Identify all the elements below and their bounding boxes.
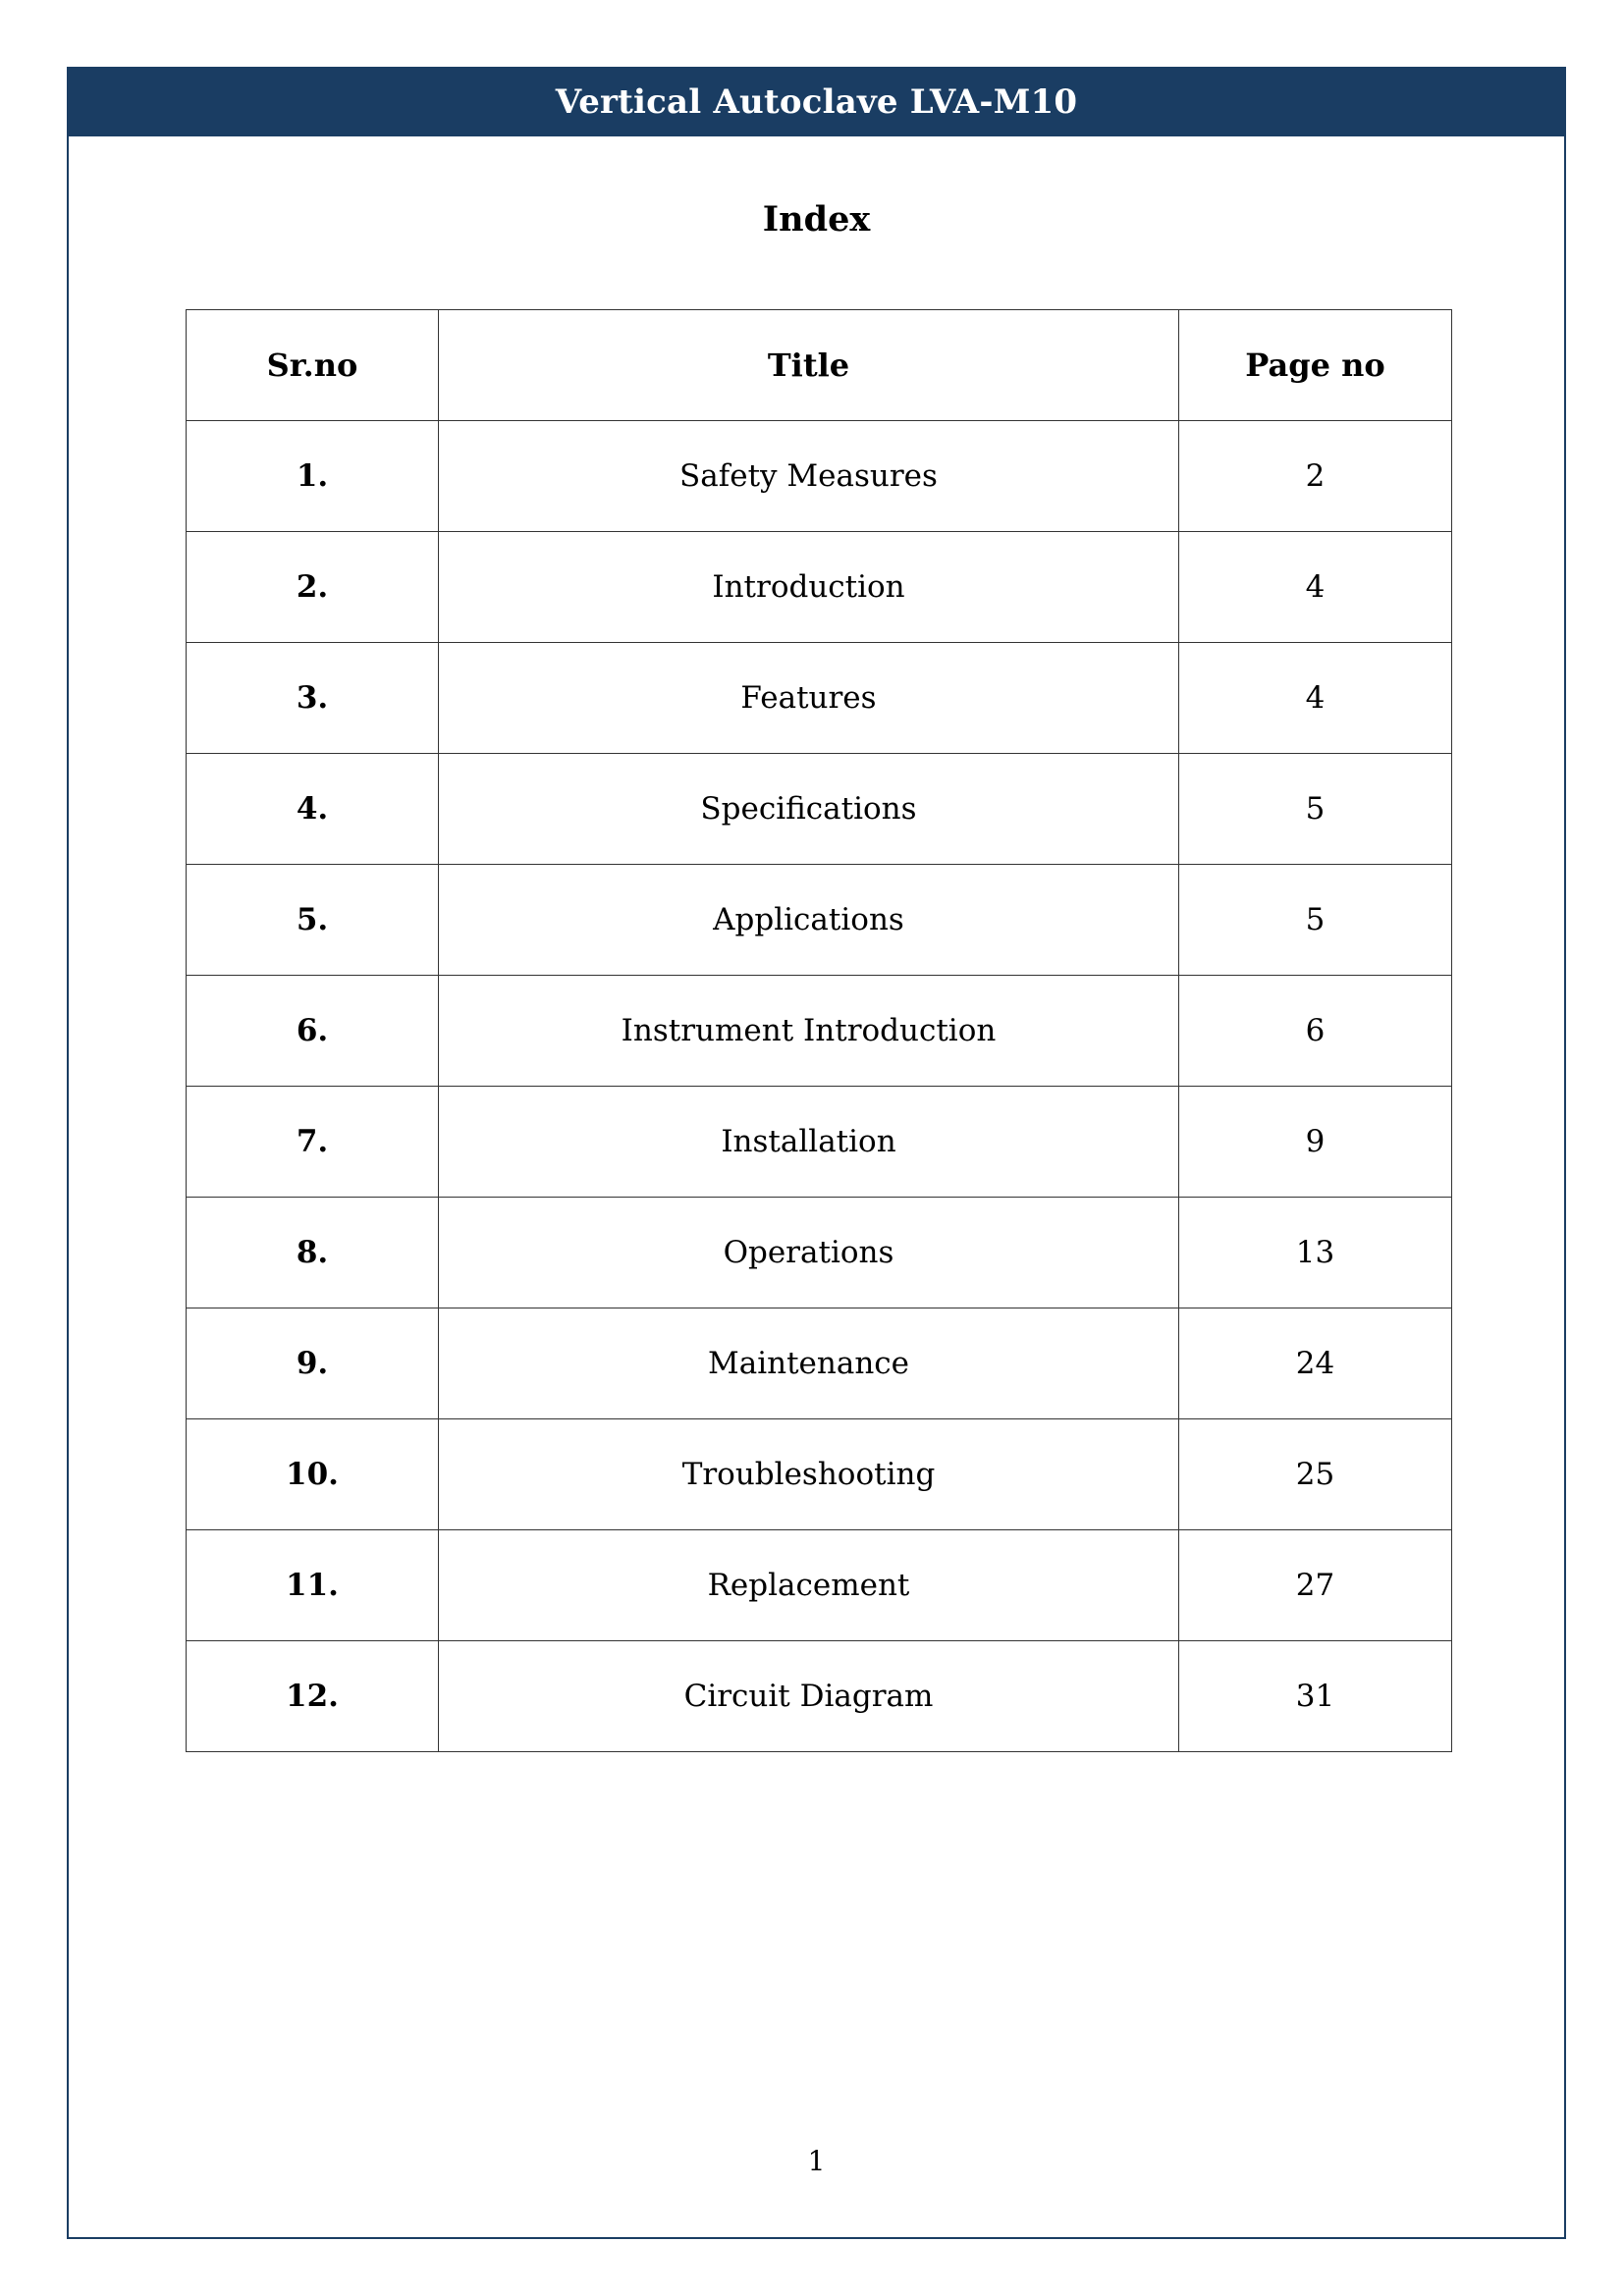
row-page-no: 13 (1179, 1198, 1452, 1308)
row-sr-no: 7. (187, 1087, 439, 1198)
row-title: Operations (439, 1198, 1179, 1308)
row-title: Troubleshooting (439, 1419, 1179, 1530)
column-header-title: Title (439, 310, 1179, 421)
row-page-no: 25 (1179, 1419, 1452, 1530)
row-title: Maintenance (439, 1308, 1179, 1419)
row-sr-no: 9. (187, 1308, 439, 1419)
row-page-no: 4 (1179, 532, 1452, 643)
row-sr-no: 8. (187, 1198, 439, 1308)
row-page-no: 5 (1179, 865, 1452, 976)
table-row (187, 1308, 1452, 1419)
index-table (186, 309, 1452, 1752)
column-header-page-no: Page no (1179, 310, 1452, 421)
row-page-no: 2 (1179, 421, 1452, 532)
row-sr-no: 10. (187, 1419, 439, 1530)
table-row (187, 865, 1452, 976)
table-header-row (187, 310, 1452, 421)
table-row (187, 532, 1452, 643)
row-title: Features (439, 643, 1179, 754)
page-frame (67, 67, 1566, 2239)
table-row (187, 976, 1452, 1087)
table-row (187, 1198, 1452, 1308)
table-row (187, 754, 1452, 865)
row-title: Replacement (439, 1530, 1179, 1641)
row-sr-no: 12. (187, 1641, 439, 1752)
row-title: Introduction (439, 532, 1179, 643)
table-row (187, 1419, 1452, 1530)
table-row (187, 643, 1452, 754)
row-sr-no: 5. (187, 865, 439, 976)
row-page-no: 6 (1179, 976, 1452, 1087)
table-row (187, 1641, 1452, 1752)
table-row (187, 421, 1452, 532)
row-title: Instrument Introduction (439, 976, 1179, 1087)
row-title: Installation (439, 1087, 1179, 1198)
table-row (187, 1087, 1452, 1198)
row-title: Safety Measures (439, 421, 1179, 532)
row-title: Applications (439, 865, 1179, 976)
row-page-no: 4 (1179, 643, 1452, 754)
row-sr-no: 11. (187, 1530, 439, 1641)
row-sr-no: 6. (187, 976, 439, 1087)
row-page-no: 5 (1179, 754, 1452, 865)
row-page-no: 27 (1179, 1530, 1452, 1641)
row-sr-no: 4. (187, 754, 439, 865)
table-row (187, 1530, 1452, 1641)
index-heading: Index (762, 199, 871, 240)
row-title: Specifications (439, 754, 1179, 865)
row-title: Circuit Diagram (439, 1641, 1179, 1752)
row-sr-no: 2. (187, 532, 439, 643)
row-page-no: 31 (1179, 1641, 1452, 1752)
row-sr-no: 3. (187, 643, 439, 754)
row-sr-no: 1. (187, 421, 439, 532)
row-page-no: 9 (1179, 1087, 1452, 1198)
document-header: Vertical Autoclave LVA-M10 (69, 69, 1564, 136)
index-table-body (187, 421, 1452, 1752)
column-header-sr-no: Sr.no (187, 310, 439, 421)
page-number: 1 (807, 2145, 826, 2177)
row-page-no: 24 (1179, 1308, 1452, 1419)
